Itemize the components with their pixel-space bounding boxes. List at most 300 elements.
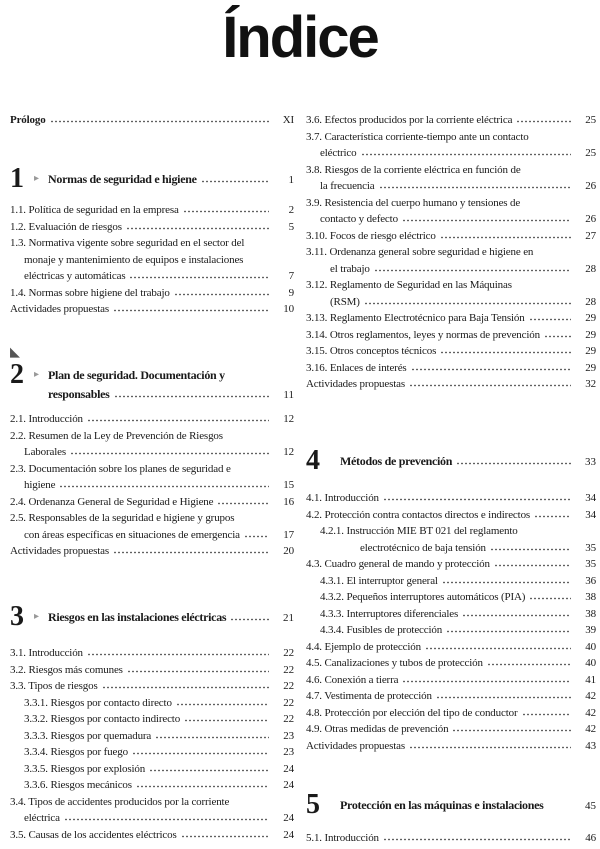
page-number: 5 [288,220,294,233]
page-number: 29 [585,312,596,324]
toc-entry[interactable] [10,428,294,461]
toc-entry-text: 4.8. Protección por elección del tipo de conductor [306,706,518,719]
chapter-title-text: Plan de seguridad. Documentación y [48,368,225,382]
toc-entry[interactable] [10,744,294,761]
toc-entry-line [10,411,294,428]
dot-leader [244,530,269,538]
page-number: 36 [585,574,596,587]
page-number: 24 [283,762,294,775]
dot-leader [411,363,571,371]
toc-entry-text: 3.2. Riesgos más comunes [10,663,123,676]
dot-leader [440,346,571,354]
toc-entry[interactable] [306,195,596,228]
toc-entry-text: 4.3.4. Fusibles de protección [320,624,443,636]
toc-entry-line [10,645,294,662]
toc-entry-text: con áreas específicas en situaciones de emergencia [24,528,240,541]
toc-group [10,411,294,560]
page-title-text: Índice [222,5,378,70]
toc-entry-line [10,510,294,527]
toc-entry-text: 3.16. Enlaces de interés [306,361,407,374]
toc-group [306,790,596,820]
toc-entry-text: 4.1. Introducción [306,492,379,504]
toc-entry-line [306,556,596,573]
dot-leader [184,714,269,722]
dot-leader [176,698,269,706]
page-number: 12 [283,413,294,425]
toc-entry-line [306,277,596,294]
toc-entry-text: Actividades propuestas [306,378,406,390]
toc-entry[interactable] [306,310,596,327]
toc-entry-text: 2.1. Introducción [10,413,83,425]
chapter-heading[interactable] [306,446,596,476]
dot-leader [409,379,571,387]
toc-entry[interactable] [10,728,294,745]
chapter-title-line [48,608,294,628]
dot-leader [113,546,269,554]
toc-entry[interactable] [306,244,596,277]
dot-leader [383,493,571,501]
toc-entry[interactable] [10,543,294,560]
toc-entry-text: 3.5. Causas de los accidentes eléctricos [10,828,177,841]
page-number: 33 [585,456,596,468]
page-number: 40 [585,657,596,669]
dot-leader [102,681,269,689]
toc-entry[interactable] [306,738,596,755]
toc-entry[interactable] [10,219,294,236]
toc-entry[interactable] [306,688,596,705]
toc-entry-text: higiene [24,479,56,491]
toc-entry-line [10,744,294,761]
toc-entry-text: 4.3.1. El interruptor general [320,574,438,587]
toc-entry-line [10,444,294,461]
toc-entry[interactable] [306,228,596,245]
toc-entry-line [306,705,596,722]
dot-leader [87,648,269,656]
toc-entry-text: 3.10. Focos de riesgo eléctrico [306,229,436,242]
toc-entry[interactable] [306,376,596,393]
toc-group [10,202,294,318]
toc-group [306,112,596,393]
toc-entry-line [306,688,596,705]
page-number: 40 [585,640,596,653]
toc-entry-line [10,494,294,511]
toc-entry-line [306,294,596,311]
toc-entry-line [306,376,596,393]
toc-entry[interactable] [10,510,294,543]
toc-entry-text: 3.4. Tipos de accidentes producidos por la corriente [10,795,230,808]
dot-leader [425,642,571,650]
dot-leader [402,214,571,222]
page-number: 34 [585,492,596,504]
page-number: 34 [585,508,596,521]
dot-leader [529,313,571,321]
toc-entry-text: 3.3.3. Riesgos por quemadura [24,729,152,742]
dot-leader [534,510,571,518]
toc-entry-line [10,777,294,794]
toc-entry-text: 1.4. Normas sobre higiene del trabajo [10,286,170,299]
toc-entry-line [10,268,294,285]
toc-entry[interactable] [306,523,596,556]
toc-entry-text: 3.11. Ordenanza general sobre seguridad e higiene en [306,246,534,258]
toc-entry-text: monaje y mantenimiento de equipos e instalaciones [24,253,244,266]
chapter-title-line [340,796,596,816]
toc-entry[interactable] [10,112,294,129]
page-number: 42 [585,706,596,719]
dot-leader [64,813,269,821]
chapter-title [48,602,294,628]
dot-leader [126,222,269,230]
toc-entry[interactable] [306,277,596,310]
toc-entry-line [306,540,596,557]
page-number: 24 [283,779,294,791]
chapter-title-text: Protección en las máquinas e instalaciones [340,798,544,812]
dot-leader [516,115,571,123]
chapter-title [48,360,294,405]
toc-entry-line [306,738,596,755]
dot-leader [442,576,571,584]
page-number: 9 [288,286,294,299]
chapter-title [48,164,294,190]
page-number: 35 [585,541,596,554]
toc-entry-line [306,507,596,524]
dot-leader [490,543,571,551]
page-number: 38 [585,591,596,603]
page-number: 43 [585,739,596,752]
page-number: 46 [585,832,596,844]
toc-entry-text: 3.3.1. Riesgos por contacto directo [24,696,172,709]
chapter-title-line [48,170,294,190]
page-number: 23 [283,746,294,758]
dot-leader [87,414,269,422]
toc-entry-text: 2.3. Documentación sobre los planes de seguridad e [10,462,231,475]
page-number: 21 [283,612,294,624]
toc-entry[interactable] [10,645,294,662]
page-number: 16 [283,495,294,508]
dot-leader [155,731,269,739]
toc-entry[interactable] [10,494,294,511]
toc-entry-line [10,235,294,252]
page-number: 24 [283,828,294,841]
toc-entry-line [306,145,596,162]
toc-entry[interactable] [10,285,294,302]
dot-leader [383,833,571,841]
toc-entry-line [10,301,294,318]
toc-entry-text: 4.2. Protección contra contactos directos e indirectos [306,508,531,521]
toc-entry-text: contacto y defecto [320,213,398,225]
toc-entry-line [10,711,294,728]
toc-entry-text: 2.4. Ordenanza General de Seguridad e Higiene [10,495,214,508]
toc-entry-text: 3.7. Característica corriente-tiempo ante un contacto [306,130,529,143]
toc-entry[interactable] [306,507,596,524]
page-number: 25 [585,114,596,126]
toc-entry-line [306,721,596,738]
toc-entry-text: 4.9. Otras medidas de prevención [306,723,449,735]
toc-entry-line [10,219,294,236]
dot-leader [136,780,269,788]
page-number: 38 [585,607,596,620]
toc-group [306,446,596,476]
dot-leader [402,675,571,683]
toc-entry-text: 4.2.1. Instrucción MIE BT 021 del reglamento [320,525,518,537]
page-title [0,2,600,74]
dot-leader [494,559,571,567]
dot-leader [522,708,571,716]
toc-group [10,164,294,194]
chapter-title-text: Normas de seguridad e higiene [48,172,197,186]
page-number: 29 [585,345,596,357]
toc-entry-text: 3.1. Introducción [10,647,83,659]
toc-entry-text: 3.3.5. Riesgos por explosión [24,762,146,775]
page-number: 41 [585,673,596,686]
dot-leader [409,741,571,749]
toc-entry[interactable] [10,695,294,712]
toc-entry[interactable] [306,705,596,722]
toc-entry-text: la frecuencia [320,180,375,192]
chapter-number: 5 [306,790,330,820]
dot-leader [487,658,571,666]
page-number: 42 [585,690,596,702]
page-number: 11 [283,389,294,401]
chapter-heading[interactable] [10,164,294,194]
toc-entry[interactable] [306,343,596,360]
toc-entry[interactable] [306,622,596,639]
toc-entry-text: (RSM) [330,295,360,308]
toc-entry[interactable] [10,827,294,844]
dot-leader [544,330,571,338]
toc-entry-line [306,129,596,146]
toc-entry-text: 4.4. Ejemplo de protección [306,640,421,653]
toc-entry[interactable] [10,301,294,318]
toc-entry-text: 4.3. Cuadro general de mando y protección [306,558,490,570]
toc-entry-line [10,728,294,745]
toc-entry-text: eléctrico [320,147,357,159]
toc-entry[interactable] [10,411,294,428]
toc-entry-line [306,589,596,606]
toc-group [10,344,294,405]
toc-entry-text: eléctricas y automáticas [24,270,126,282]
dot-leader [127,665,269,673]
toc-entry-line [10,477,294,494]
chapter-title-line [48,366,294,385]
toc-entry-line [306,327,596,344]
dot-leader [379,181,571,189]
toc-entry-text: 3.8. Riesgos de la corriente eléctrica en función de [306,163,521,176]
toc-entry[interactable] [306,129,596,162]
toc-group [10,112,294,129]
toc-entry[interactable] [10,662,294,679]
toc-entry[interactable] [306,327,596,344]
toc-entry[interactable] [10,235,294,285]
toc-entry[interactable] [306,721,596,738]
chapter-number: 2 [10,360,34,390]
page-number: 24 [283,812,294,824]
toc-entry-text: Actividades propuestas [306,739,406,752]
page-number: 25 [585,147,596,159]
toc-entry-text: 3.9. Resistencia del cuerpo humano y tensiones de [306,196,521,209]
toc-entry-text: 4.6. Conexión a tierra [306,673,399,686]
toc-entry-text: el trabajo [330,262,370,275]
page-number: 7 [288,270,294,282]
page-number: 29 [585,328,596,341]
toc-entry-line [10,827,294,844]
toc-entry-text: 3.12. Reglamento de Seguridad en las Máquinas [306,279,512,291]
dot-leader [183,205,269,213]
toc-entry[interactable] [306,589,596,606]
toc-entry-text: Actividades propuestas [10,303,110,315]
toc-entry-line [306,523,596,540]
toc-entry-line [10,662,294,679]
chapter-title [330,446,596,472]
dot-leader [230,613,269,621]
dot-leader [361,148,571,156]
toc-entry[interactable] [306,556,596,573]
toc-entry-text: Actividades propuestas [10,545,110,557]
page-number: 22 [283,713,294,725]
toc-entry-line [10,678,294,695]
page-number: 28 [585,262,596,275]
toc-entry-text: 4.5. Canalizaciones y tubos de protección [306,657,483,669]
toc-entry-line [10,428,294,445]
toc-entry-line [10,695,294,712]
dot-leader [70,447,269,455]
page-number: 10 [283,303,294,315]
page-number: 27 [585,229,596,242]
dot-leader [452,724,571,732]
toc-entry[interactable] [306,360,596,377]
chapter-arrow-icon: ▸ [34,173,40,184]
dot-leader [456,457,571,465]
toc-entry[interactable] [10,777,294,794]
toc-entry[interactable] [306,112,596,129]
toc-entry[interactable] [306,639,596,656]
toc-entry-text: 4.7. Vestimenta de protección [306,690,432,702]
page-number: 22 [283,680,294,692]
page-number: 45 [585,800,596,812]
chapter-number: 3 [10,602,34,632]
toc-entry-line [10,285,294,302]
toc-entry-text: 1.2. Evaluación de riesgos [10,220,122,233]
toc-entry-text: electrotécnico de baja tensión [360,541,486,554]
toc-entry[interactable] [306,162,596,195]
toc-entry-text: 2.2. Resumen de la Ley de Prevención de Riesgos [10,429,223,442]
toc-entry-line [306,228,596,245]
toc-entry-text: 3.3. Tipos de riesgos [10,680,98,692]
toc-entry-line [10,461,294,478]
chapter-title-line [340,452,596,472]
dot-leader [59,480,269,488]
toc-entry-text: 3.3.4. Riesgos por fuego [24,746,128,758]
page-number: 20 [283,545,294,557]
toc-entry-text: 2.5. Responsables de la seguridad e higiene y grupos [10,512,235,524]
toc-group [306,490,596,754]
chapter-number: 1 [10,164,34,194]
toc-entry[interactable] [306,655,596,672]
dot-leader [446,625,571,633]
toc-entry[interactable] [306,672,596,689]
dot-leader [436,691,571,699]
chapter-title [330,790,596,816]
toc-entry-line [10,810,294,827]
toc-entry-line [306,211,596,228]
page-number: 1 [288,174,294,186]
toc-entry-line [306,672,596,689]
dot-leader [440,231,571,239]
dot-leader [181,830,269,838]
toc-entry-line [306,244,596,261]
toc-entry[interactable] [10,678,294,695]
toc-entry-line [306,261,596,278]
toc-entry-text: Laborales [24,446,67,458]
toc-entry-line [10,543,294,560]
chapter-heading[interactable] [10,360,294,405]
toc-entry-line [306,830,596,847]
toc-entry-line [10,202,294,219]
chapter-heading[interactable] [306,790,596,820]
dot-leader [201,175,269,183]
toc-entry-line [10,794,294,811]
page-number: 39 [585,624,596,636]
toc-entry-line [306,162,596,179]
chapter-arrow-icon: ▸ [34,611,40,622]
toc-entry-text: 3.3.2. Riesgos por contacto indirecto [24,713,181,725]
page-number: XI [282,114,294,126]
chapter-title-text: Métodos de prevención [340,454,453,468]
toc-entry[interactable] [10,461,294,494]
page-number: 35 [585,558,596,570]
dot-leader [149,764,269,772]
toc-entry[interactable] [306,490,596,507]
toc-entry-text: 3.13. Reglamento Electrotécnico para Baja Tensión [306,312,525,324]
toc-entry-text: 3.6. Efectos producidos por la corriente eléctrica [306,114,513,126]
chapter-title-line [48,385,294,405]
toc-entry[interactable] [10,711,294,728]
toc-entry-line [306,112,596,129]
toc-entry-line [306,310,596,327]
page-number: 26 [585,213,596,225]
toc-entry[interactable] [306,830,596,847]
toc-entry-text: 5.1. Introducción [306,832,379,844]
toc-entry[interactable] [10,761,294,778]
toc-entry-text: eléctrica [24,812,60,824]
toc-entry-line [10,527,294,544]
toc-entry-line [306,360,596,377]
dot-leader [364,297,571,305]
toc-entry[interactable] [10,202,294,219]
toc-entry[interactable] [10,794,294,827]
toc-entry[interactable] [306,573,596,590]
toc-entry-text: Prólogo [10,114,46,126]
chapter-title-text: responsables [48,387,110,401]
toc-entry-text: 3.15. Otros conceptos técnicos [306,345,437,357]
page-number: 29 [585,361,596,374]
chapter-marker-icon: ◣ [10,344,20,359]
page-number: 32 [585,378,596,390]
chapter-title-text: Riesgos en las instalaciones eléctricas [48,610,227,624]
dot-leader [50,115,269,123]
page-number: 23 [283,729,294,742]
toc-group [306,830,596,847]
toc-entry-line [306,178,596,195]
toc-entry-line [306,343,596,360]
toc-entry-text: 4.3.2. Pequeños interruptores automáticos (PIA) [320,591,526,603]
chapter-heading[interactable] [10,602,294,632]
chapter-arrow-icon: ▸ [34,369,40,380]
page-number: 12 [283,446,294,458]
dot-leader [529,592,571,600]
toc-entry-line [306,573,596,590]
toc-entry[interactable] [306,606,596,623]
page-number: 26 [585,180,596,192]
